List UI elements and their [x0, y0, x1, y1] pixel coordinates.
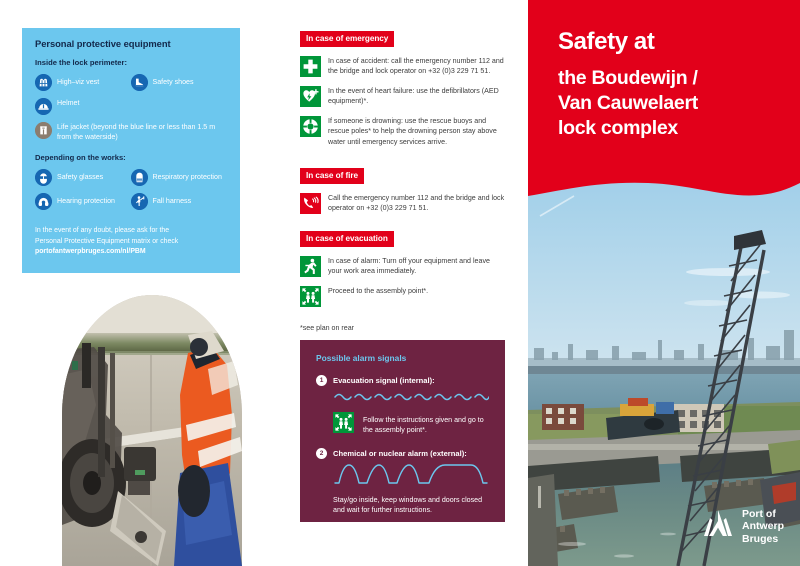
ppe-item-hearing-protection: [35, 193, 131, 210]
ppe-item-safety-shoes: [131, 74, 227, 91]
ppe-note-link[interactable]: portofantwerpbruges.com/nl/PBM: [35, 248, 146, 256]
emergency-item-drowning: [300, 116, 505, 147]
hearing-protection-icon: [35, 193, 52, 210]
ppe-item-label: Respiratory protection: [152, 173, 222, 182]
alarm-signals-box: [300, 340, 505, 522]
logo-line-3: Bruges: [742, 532, 779, 545]
cover-title-line-4: lock complex: [558, 116, 678, 139]
ppe-item-safety-glasses: [35, 169, 131, 186]
ppe-item-label: Hearing protection: [57, 197, 115, 206]
ppe-inside-subtitle: Inside the lock perimeter:: [35, 58, 127, 67]
alarm-signal-2-note: Stay/go inside, keep windows and doors closed and wait for further instructions.: [333, 495, 483, 514]
ppe-note: [35, 226, 226, 257]
alarm-signal-instruction-text: Follow the instructions given and go to the assembly point*.: [363, 416, 484, 435]
ppe-note-line1: In the event of any doubt, please ask for the: [35, 227, 170, 235]
emergency-item-text: In the event of heart failure: use the defibrillators (AED equipment)*.: [328, 87, 499, 106]
first-aid-cross-icon: [300, 56, 321, 77]
lock-machinery-photo: [62, 295, 242, 566]
ppe-item-high-viz-vest: [35, 74, 131, 91]
running-man-exit-icon: [300, 256, 321, 277]
fall-harness-icon: [131, 193, 148, 210]
evacuation-item-alarm: [300, 256, 505, 277]
ppe-works-list: [35, 169, 226, 217]
ppe-note-line2: Personal Protective Equipment matrix or check: [35, 237, 179, 245]
safety-shoes-icon: [131, 74, 148, 91]
alarm-signal-title: Evacuation signal (internal):: [333, 376, 435, 385]
cover-panel: [528, 0, 800, 566]
helmet-icon: [35, 98, 52, 115]
logo-wordmark: [742, 508, 784, 545]
ppe-panel: [22, 28, 240, 273]
assembly-point-icon: [300, 286, 321, 307]
alarm-number-badge: 1: [316, 375, 327, 386]
evacuation-item-text: Proceed to the assembly point*.: [328, 286, 429, 295]
life-jacket-icon: [35, 122, 52, 139]
alarm-number-badge: 2: [316, 448, 327, 459]
defibrillator-aed-icon: [300, 86, 321, 107]
ppe-item-helmet: [35, 98, 226, 115]
alarm-signal-title: Chemical or nuclear alarm (external):: [333, 448, 467, 458]
fire-item-call: [300, 193, 505, 214]
emergency-item-accident: [300, 56, 505, 77]
spacer: [300, 147, 505, 165]
ppe-item-label: Life jacket (beyond the blue line or less than 1.5 m from the waterside): [57, 123, 216, 141]
ppe-item-life-jacket: [35, 122, 226, 142]
port-of-antwerp-bruges-logo-icon: [701, 507, 735, 546]
port-of-antwerp-bruges-logo: [701, 507, 784, 546]
cover-title-line-3: Van Cauwelaert: [558, 91, 698, 114]
ppe-item-label: Safety glasses: [57, 173, 104, 182]
ppe-item-label: Helmet: [57, 99, 80, 107]
emergency-item-text: If someone is drowning: use the rescue buoys and rescue poles* to help the drowning person stay above water until emergency services arrive.: [328, 117, 497, 146]
ppe-item-label: Safety shoes: [152, 78, 194, 86]
ppe-item-label: High–viz vest: [57, 78, 100, 86]
assembly-point-icon: [333, 412, 354, 433]
respiratory-protection-icon: [131, 169, 148, 186]
cover-title-line-1: Safety at: [558, 28, 655, 55]
cover-title: [558, 28, 783, 140]
fire-section-tag: In case of fire: [300, 168, 364, 184]
high-viz-vest-icon: [35, 74, 52, 91]
alarm-signal-1: [316, 375, 489, 436]
emergency-item-text: In case of accident: call the emergency number 112 and the bridge and lock operator on +32 (0)3 229 71 51.: [328, 57, 504, 76]
ppe-panel-title: Personal protective equipment: [35, 38, 171, 49]
cover-title-line-2: the Boudewijn /: [558, 66, 698, 89]
emergency-section-tag: In case of emergency: [300, 31, 394, 47]
spacer: [300, 214, 505, 228]
fire-item-text: Call the emergency number 112 and the bridge and lock operator on +32 (0)3 229 71 51.: [328, 193, 505, 213]
logo-line-2: Antwerp: [742, 520, 784, 533]
alarm-signals-title: Possible alarm signals: [316, 353, 407, 363]
ppe-inside-list: [35, 74, 226, 149]
emergency-item-defibrillator: [300, 86, 505, 107]
rear-plan-footnote: *see plan on rear: [300, 323, 355, 332]
instructions-column: [300, 28, 505, 332]
evacuation-item-assembly: [300, 286, 505, 307]
ppe-item-fall-harness: [131, 193, 227, 210]
ppe-works-subtitle: Depending on the works:: [35, 153, 126, 163]
life-buoy-icon: [300, 116, 321, 137]
evacuation-item-text: In case of alarm: Turn off your equipment and leave your work area immediately.: [328, 256, 490, 276]
chemical-alarm-wave-graphic: [316, 463, 489, 490]
alarm-signal-2: [316, 448, 489, 516]
logo-line-1: Port of: [742, 508, 776, 521]
evacuation-section-tag: In case of evacuation: [300, 231, 394, 247]
ppe-item-respiratory-protection: [131, 169, 227, 186]
emergency-phone-icon: [300, 193, 321, 214]
ppe-item-label: Fall harness: [152, 197, 192, 206]
safety-glasses-icon: [35, 169, 52, 186]
alarm-signal-1-instruction: [316, 412, 489, 436]
evacuation-wave-graphic: [316, 390, 489, 408]
